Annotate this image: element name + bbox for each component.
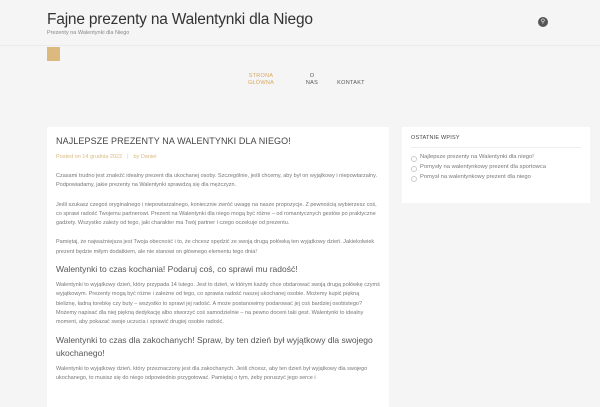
paragraph: Jeśli szukasz czegoś oryginalnego i niepowtarzalnego, koniecznie zwróć uwagę na nasze propozycje. Z pewnością wybierzesz coś, co sprawi radość Twojemu partnerowi. Prezent na Walentynki dla niego mogą być różne – od romantycznych gestów po praktyczne gadżety. Wszystko zależy od tego, jaki charakter ma Twój partner i czego oczekuje od prezentu. xyxy=(56,201,377,227)
site-tagline: Prezenty na Walentynki dla Niego xyxy=(47,30,130,36)
paragraph: Walentynki to wyjątkowy dzień, który przeznaczony jest dla zakochanych. Jeśli chcesz, aby ten dzień był wyjątkowy dla swojego ukochanego, to musisz się do niego odpowiednio przygotować. Pamiętaj o tym, żeby poruszyć jego serce i xyxy=(56,365,368,381)
section-heading: Walentynki to czas kochania! Podaruj coś, co sprawi mu radość! xyxy=(56,264,298,275)
recent-post-link[interactable]: Najlepsze prezenty na Walentynki dla niego! xyxy=(411,153,581,162)
site-title[interactable]: Fajne prezenty na Walentynki dla Niego xyxy=(47,11,313,28)
recent-post-link[interactable]: Pomysły na walentynkowy prezent dla sportowca xyxy=(411,163,581,172)
post-article xyxy=(47,127,389,407)
paragraph: Walentynki to wyjątkowy dzień, który przypada 14 lutego. Jest to dzień, w którym każdy chce obdarować swoją drugą połówkę czymś wyjątkowym. Prezenty mogą być różne i zależne od tego, co sprawia radość naszej ukochanej osobie. Możemy kupić piękną bieliznę, ładną torebkę czy buty – wszystko to sprawi jej radość. A może postanowimy podarować jej coś bardziej osobistego? Możemy napisać dla niej piękną dedykację albo stworzyć coś samodzielnie – na pewno doceni taki gest. Walentynki to idealny moment, aby pokazać swoje uczucia i sprawić drugiej osobie radość. xyxy=(56,282,380,326)
post-title[interactable]: NAJLEPSZE PREZENTY NA WALENTYNKI DLA NIEGO! xyxy=(56,136,291,146)
nav-item-about[interactable]: O NAS xyxy=(305,73,319,86)
paragraph: Pamiętaj, że najważniejsza jest Twoja obecność i to, że chcesz spędzić ze swoją drugą połówką ten wyjątkowy dzień. Jakiekolwiek prezent będzie miłym dodatkiem, ale nie stanowi on głównego elementu tego dnia! xyxy=(56,239,375,255)
site-header xyxy=(0,0,600,46)
post-meta: Posted on 14 grudnia 2022 | by Daniel xyxy=(56,154,157,160)
recent-posts-widget xyxy=(402,127,590,203)
menu-toggle-button[interactable] xyxy=(47,47,60,61)
paragraph: Czasami trudno jest znaleźć idealny prezent dla ukochanej osoby. Szczególnie, jeśli chcemy, aby był on wyjątkowy i niepowtarzalny. Podpowiadamy, jakie prezenty na Walentynki sprawdzą się dla mężczyzn. xyxy=(56,173,377,189)
search-icon[interactable]: ⚲ xyxy=(538,17,548,27)
nav-item-home[interactable]: STRONA GŁÓWNA xyxy=(247,73,275,86)
post-author[interactable]: by Daniel xyxy=(133,154,157,160)
post-date[interactable]: Posted on 14 grudnia 2022 xyxy=(56,154,123,160)
nav-item-contact[interactable]: KONTAKT xyxy=(337,80,365,86)
section-heading: Walentynki to czas dla zakochanych! Spraw, by ten dzień był wyjątkowy dla swojego ukochanego! xyxy=(56,334,373,358)
widget-title: OSTATNIE WPISY xyxy=(411,135,581,148)
recent-post-link[interactable]: Pomysł na walentynkowy prezent dla niego xyxy=(411,173,581,182)
main-nav xyxy=(0,73,600,93)
